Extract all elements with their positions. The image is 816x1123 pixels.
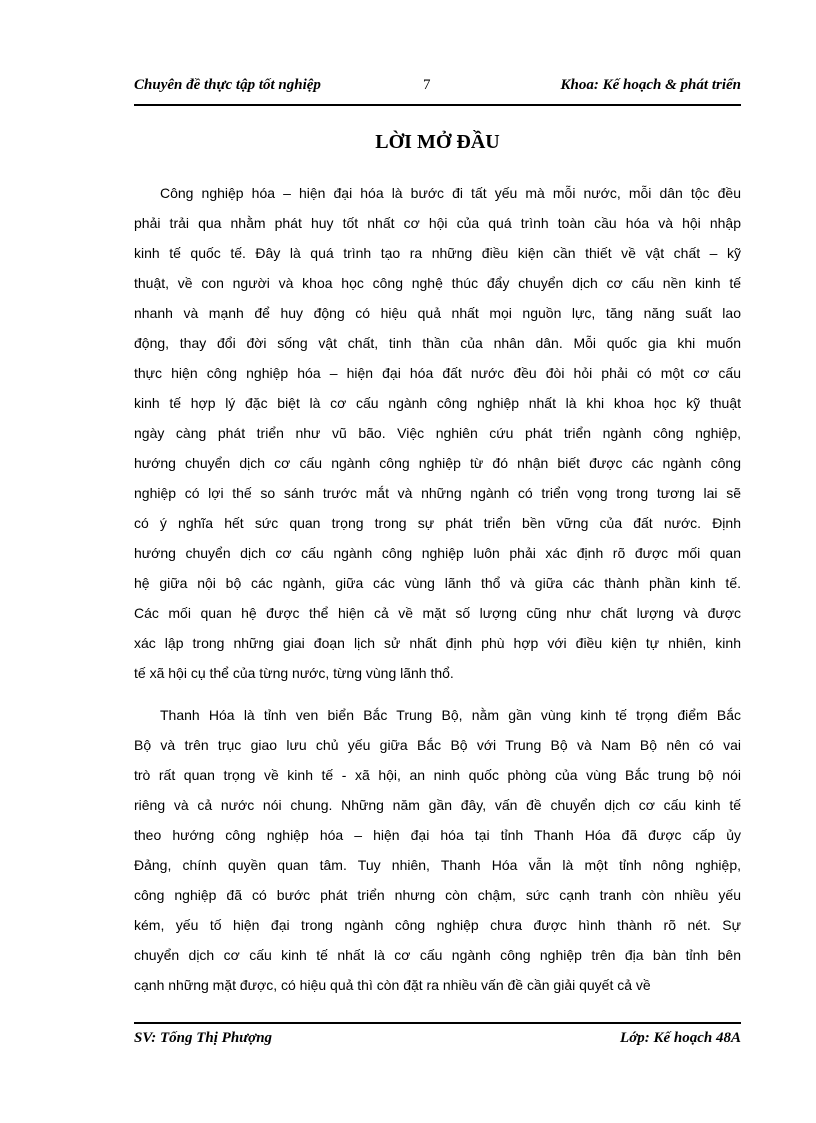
text-line: Bộ và trên trục giao lưu chủ yếu giữa Bắc Bộ với Trung Bộ và Nam Bộ nên có vai [134, 737, 741, 753]
footer-divider [134, 1022, 741, 1024]
header-left: Chuyên đề thực tập tốt nghiệp [134, 76, 321, 93]
text-line: thực hiện công nghiệp hóa – hiện đại hóa đất nước đều đòi hỏi phải có một cơ cấu [134, 365, 741, 381]
text-line: riêng và cả nước nói chung. Những năm gần đây, vấn đề chuyển dịch cơ cấu kinh tế [134, 797, 741, 813]
text-line: chuyển dịch cơ cấu kinh tế nhất là cơ cấu ngành công nghiệp trên địa bàn tỉnh bên [134, 947, 741, 963]
text-line: hướng chuyển dịch cơ cấu ngành công nghiệp từ đó nhận biết được các ngành công [134, 455, 741, 471]
text-line: nghiệp có lợi thế so sánh trước mắt và những ngành có triển vọng trong tương lai sẽ [134, 485, 741, 501]
paragraph [134, 178, 741, 688]
text-line: thuật, về con người và khoa học công nghệ thúc đẩy chuyển dịch cơ cấu nền kinh tế [134, 275, 741, 291]
text-line: kinh tế quốc tế. Đây là quá trình tạo ra những điều kiện cần thiết về vật chất – kỹ [134, 245, 741, 261]
footer-right: Lớp: Kế hoạch 48A [620, 1029, 741, 1046]
text-line: cạnh những mặt được, có hiệu quả thì còn đặt ra nhiều vấn đề cần giải quyết cả về [134, 977, 651, 993]
page-header [134, 74, 741, 96]
text-line: phải trải qua nhằm phát huy tốt nhất cơ hội của quá trình toàn cầu hóa và hội nhập [134, 215, 741, 231]
text-line: hệ giữa nội bộ các ngành, giữa các vùng lãnh thổ và giữa các thành phần kinh tế. [134, 575, 741, 591]
text-line: công nghiệp đã có bước phát triển nhưng còn chậm, sức cạnh tranh còn nhiều yếu [134, 887, 741, 903]
page-footer [134, 1027, 741, 1049]
text-line: xác lập trong những giai đoạn lịch sử nhất định phù hợp với điều kiện tự nhiên, kinh [134, 635, 741, 651]
text-line: Đảng, chính quyền quan tâm. Tuy nhiên, Thanh Hóa vẫn là một tỉnh nông nghiệp, [134, 857, 741, 873]
paragraph [134, 700, 741, 1000]
text-line: tế xã hội cụ thể của từng nước, từng vùng lãnh thổ. [134, 665, 454, 681]
text-line: nhanh và mạnh để huy động có hiệu quả nhất mọi nguồn lực, tăng năng suất lao [134, 305, 741, 321]
text-line: Thanh Hóa là tỉnh ven biển Bắc Trung Bộ, nằm gần vùng kinh tế trọng điểm Bắc [160, 707, 741, 723]
text-line: ngày càng phát triển như vũ bão. Việc nghiên cứu phát triển ngành công nghiệp, [134, 425, 741, 441]
text-line: động, thay đổi đời sống vật chất, tinh thần của nhân dân. Mỗi quốc gia khi muốn [134, 335, 741, 351]
page-title: LỜI MỞ ĐẦU [375, 131, 500, 153]
header-right: Khoa: Kế hoạch & phát triển [560, 76, 741, 93]
footer-left: SV: Tống Thị Phượng [134, 1029, 273, 1046]
body-text [134, 178, 741, 1000]
text-line: Công nghiệp hóa – hiện đại hóa là bước đi tất yếu mà mỗi nước, mỗi dân tộc đều [160, 185, 741, 201]
text-line: Các mối quan hệ được thể hiện cả về mặt số lượng cũng như chất lượng và được [134, 605, 741, 621]
page-number: 7 [422, 76, 431, 93]
text-line: theo hướng công nghiệp hóa – hiện đại hóa tại tỉnh Thanh Hóa đã được cấp ủy [134, 827, 741, 843]
text-line: trò rất quan trọng về kinh tế - xã hội, an ninh quốc phòng của vùng Bắc trung bộ nói [134, 767, 741, 783]
text-line: kém, yếu tố hiện đại trong ngành công nghiệp chưa được hình thành rõ nét. Sự [134, 917, 741, 933]
text-line: kinh tế hợp lý đặc biệt là cơ cấu ngành công nghiệp nhất là khi khoa học kỹ thuật [134, 395, 741, 411]
header-divider [134, 104, 741, 106]
text-line: hướng chuyển dịch cơ cấu ngành công nghiệp luôn phải xác định rõ được mối quan [134, 545, 741, 561]
text-line: có ý nghĩa hết sức quan trọng trong sự phát triển bền vững của đất nước. Định [134, 515, 741, 531]
